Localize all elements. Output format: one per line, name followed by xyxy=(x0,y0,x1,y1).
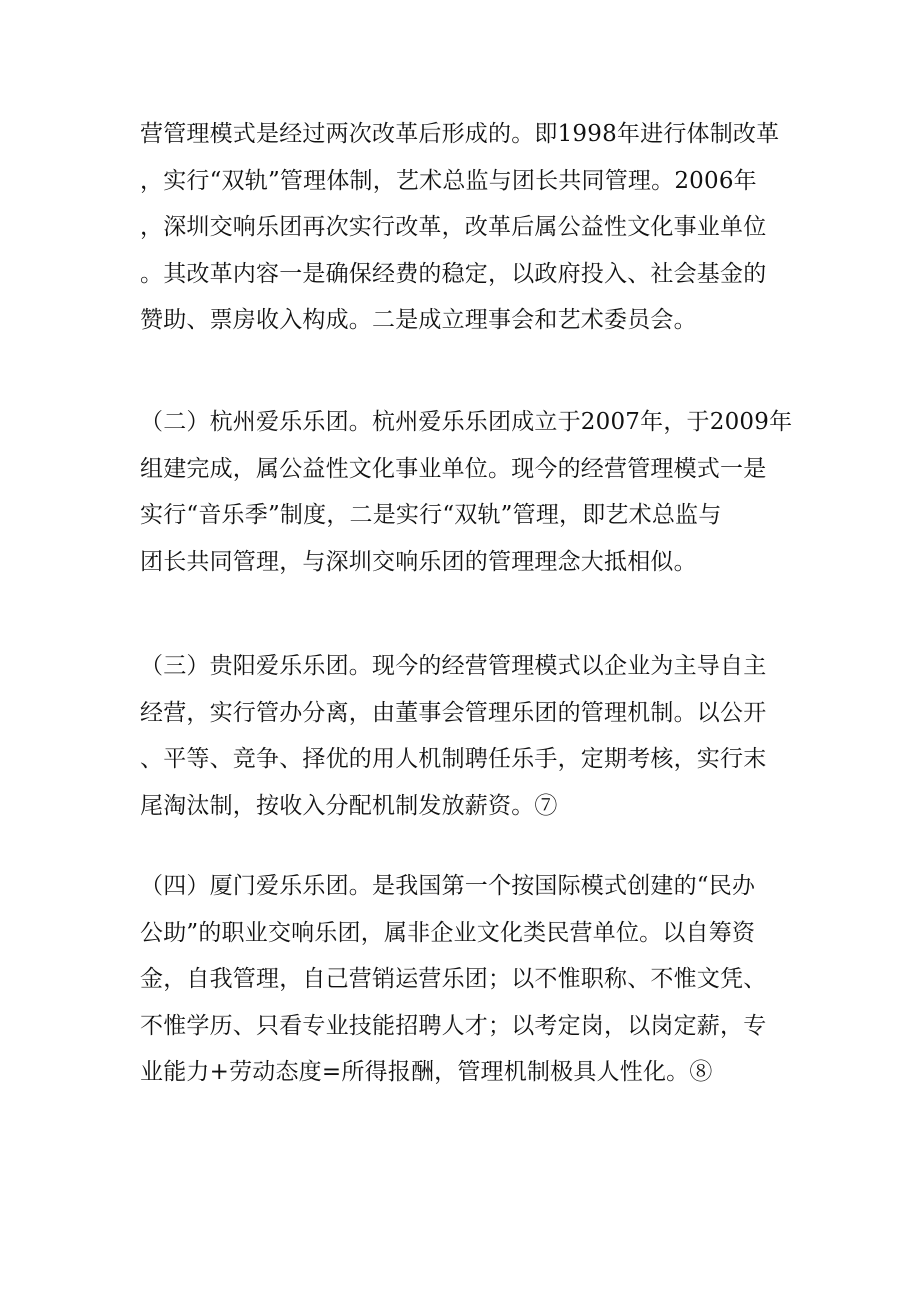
paragraph-line: 业能力+劳动态度=所得报酬，管理机制极具人性化。⑧ xyxy=(140,1059,713,1085)
paragraph-line: 金，自我管理，自己营销运营乐团；以不惟职称、不惟文凭、 xyxy=(140,966,767,992)
paragraph-line: 组建完成，属公益性文化事业单位。现今的经营管理模式一是 xyxy=(140,455,767,482)
paragraph-line: 团长共同管理，与深圳交响乐团的管理理念大抵相似。 xyxy=(140,548,697,575)
paragraph-line: （四）厦门爱乐乐团。是我国第一个按国际模式创建的“民办 xyxy=(140,873,756,899)
paragraph-hangzhou-philharmonic xyxy=(140,399,793,585)
paragraph-line: 营管理模式是经过两次改革后形成的。即1998年进行体制改革 xyxy=(140,121,780,147)
paragraph-line: 赞助、票房收入构成。二是成立理事会和艺术委员会。 xyxy=(140,307,697,333)
paragraph-line: （二）杭州爱乐乐团。杭州爱乐乐团成立于2007年，于2009年 xyxy=(140,409,793,435)
paragraph-shenzhen-reform xyxy=(140,111,780,344)
paragraph-line: 实行“音乐季”制度，二是实行“双轨”管理，即艺术总监与 xyxy=(140,502,722,528)
paragraph-line: 。其改革内容一是确保经费的稳定，以政府投入、社会基金的 xyxy=(140,260,767,287)
paragraph-xiamen-philharmonic xyxy=(140,863,780,1096)
paragraph-line: 公助”的职业交响乐团，属非企业文化类民营单位。以自筹资 xyxy=(140,919,756,946)
paragraph-line: 尾淘汰制，按收入分配机制发放薪资。⑦ xyxy=(140,792,558,819)
paragraph-line: （三）贵阳爱乐乐团。现今的经营管理模式以企业为主导自主 xyxy=(140,653,767,679)
paragraph-line: 、平等、竞争、择优的用人机制聘任乐手，定期考核，实行末 xyxy=(140,746,767,772)
paragraph-guiyang-philharmonic xyxy=(140,643,780,829)
paragraph-line: ，深圳交响乐团再次实行改革，改革后属公益性文化事业单位 xyxy=(140,214,767,240)
paragraph-line: 不惟学历、只看专业技能招聘人才；以考定岗，以岗定薪，专 xyxy=(140,1012,767,1039)
paragraph-line: 经营，实行管办分离，由董事会管理乐团的管理机制。以公开 xyxy=(140,699,767,726)
paragraph-line: ，实行“双轨”管理体制，艺术总监与团长共同管理。2006年 xyxy=(140,167,757,194)
